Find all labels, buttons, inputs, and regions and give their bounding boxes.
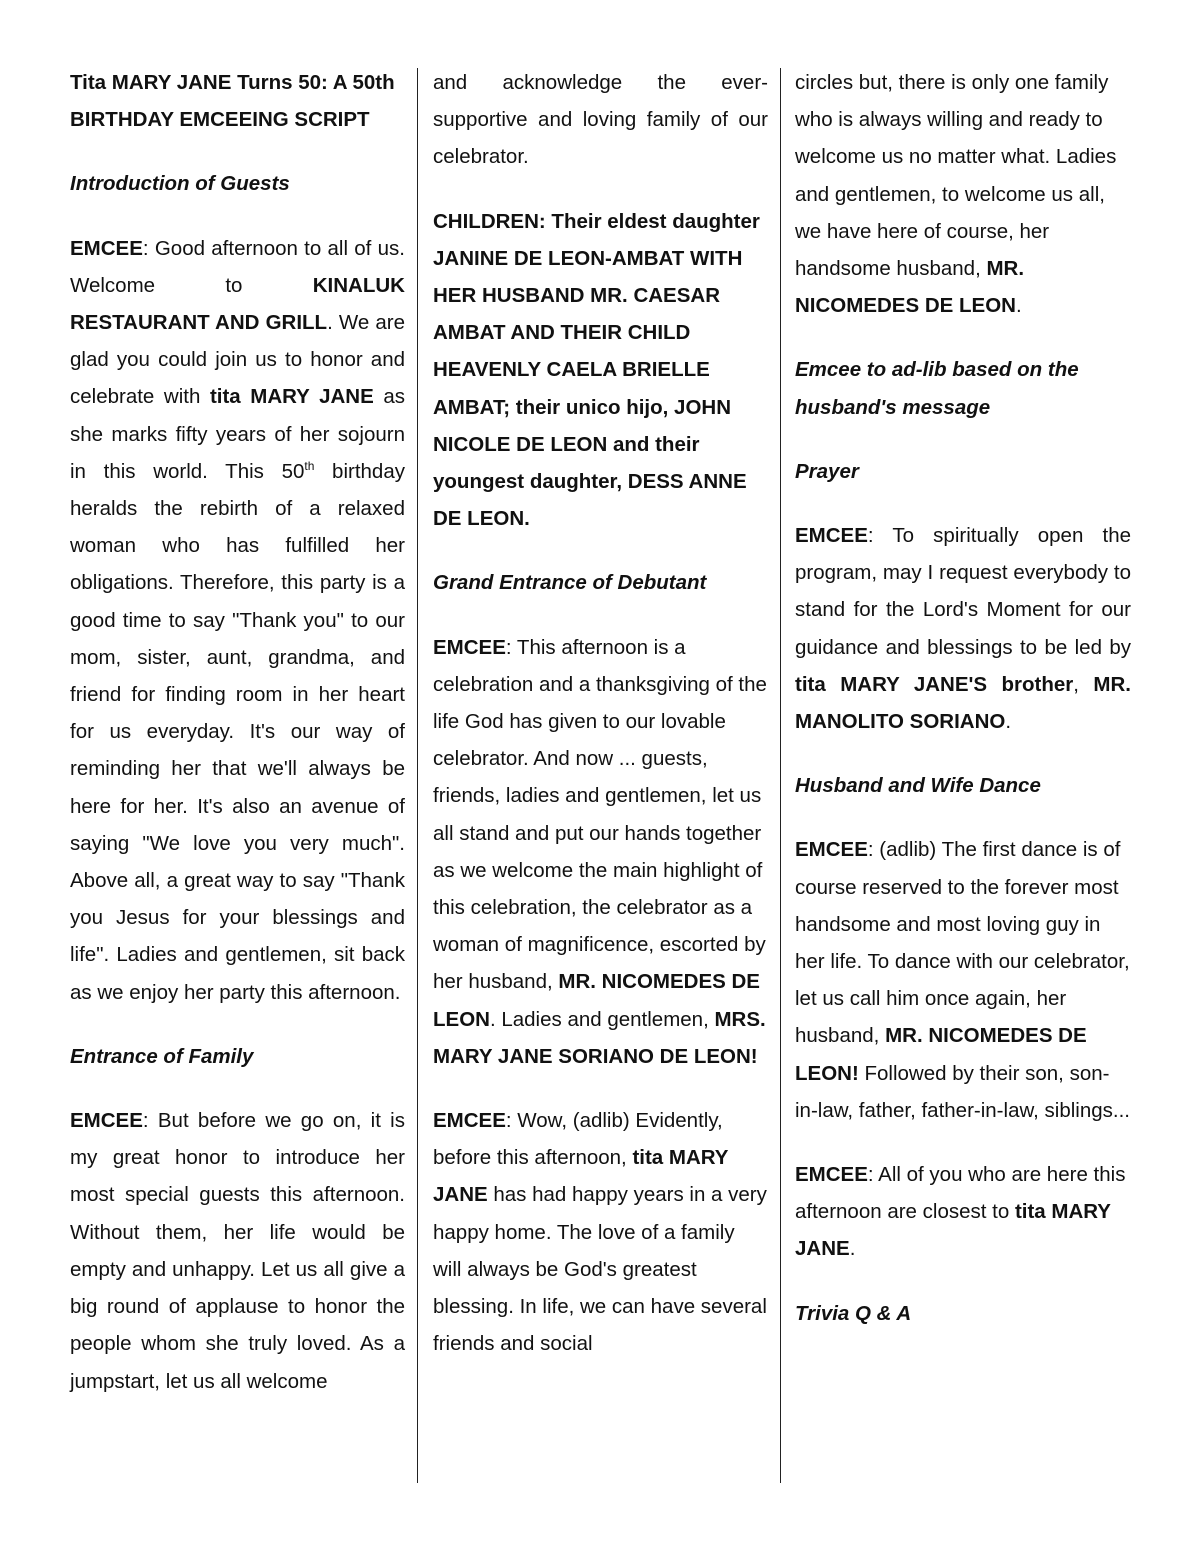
emcee-label: EMCEE	[433, 635, 506, 659]
heading-prayer: Prayer	[795, 459, 859, 483]
heading-trivia: Trivia Q & A	[795, 1301, 912, 1325]
celebrant-name: tita MARY JANE	[433, 1146, 729, 1207]
heading-husband-wife-dance: Husband and Wife Dance	[795, 774, 1041, 798]
emcee-label: EMCEE	[433, 1109, 506, 1133]
paragraph-children: CHILDREN: Their eldest daughter JANINE DE LEON-AMBAT WITH HER HUSBAND MR. CAESAR AMBAT AND THEIR CHILD HEAVENLY CAELA BRIELLE AMBAT; their unico hijo, JOHN NICOLE DE LEON and their youngest daughter, DESS ANNE DE LEON.	[433, 209, 760, 531]
column-2	[433, 64, 768, 1363]
heading-emcee-adlib: Emcee to ad-lib based on the husband's message	[795, 358, 1079, 419]
heading-introduction-of-guests: Introduction of Guests	[70, 172, 290, 196]
emcee-label: EMCEE	[70, 1109, 143, 1133]
document-title: Tita MARY JANE Turns 50: A 50th BIRTHDAY EMCEEING SCRIPT	[70, 71, 395, 132]
emcee-label: EMCEE	[795, 1163, 868, 1187]
paragraph-wow: EMCEE: Wow, (adlib) Evidently, before this afternoon, tita MARY JANE has had happy years in a very happy home. The love of a family will always be God's greatest blessing. In life, we can have several friends and social	[433, 1109, 767, 1356]
column-divider-1	[417, 68, 418, 1483]
paragraph-family-continued: and acknowledge the ever-supportive and loving family of our celebrator.	[433, 71, 768, 169]
celebrant-name: tita MARY JANE	[795, 1200, 1111, 1261]
heading-entrance-of-family: Entrance of Family	[70, 1044, 254, 1068]
husband-name: MR. NICOMEDES DE LEON	[433, 970, 760, 1031]
paragraph-closest: EMCEE: All of you who are here this afternoon are closest to tita MARY JANE.	[795, 1163, 1126, 1261]
celebrant-name: tita MARY JANE	[209, 385, 374, 409]
column-3	[795, 64, 1131, 1359]
emcee-label: EMCEE	[795, 838, 868, 862]
paragraph-dance: EMCEE: (adlib) The first dance is of course reserved to the forever most handsome and most loving guy in her life. To dance with our celebrator, let us call him once again, her husband, MR. NICOMEDES DE LEON! Followed by their son, son-in-law, father, father-in-law, siblings...	[795, 838, 1130, 1122]
paragraph-prayer: EMCEE: To spiritually open the program, may I request everybody to stand for the Lord's Moment for our guidance and blessings to be led by tita MARY JANE'S brother, MR. MANOLITO SORIANO.	[795, 524, 1131, 734]
paragraph-introduction: EMCEE: Good afternoon to all of us. Welcome to KINALUK RESTAURANT AND GRILL. We are glad you could join us to honor and celebrate with tita MARY JANE as she marks fifty years of her sojourn in this world. This 50th birthday heralds the rebirth of a relaxed woman who has fulfilled her obligations. Therefore, this party is a good time to say "Thank you" to our mom, sister, aunt, grandma, and friend for finding room in her heart for us everyday. It's our way of reminding her that we'll always be here for her. It's also an avenue of saying "We love you very much". Above all, a great way to say "Thank you Jesus for your blessings and life". Ladies and gentlemen, sit back as we enjoy her party this afternoon.	[70, 236, 405, 1004]
brother-reference: tita MARY JANE'S brother	[795, 672, 1074, 696]
paragraph-entrance-of-family: EMCEE: But before we go on, it is my great honor to introduce her most special guests this afternoon. Without them, her life would be empty and unhappy. Let us all give a big round of applause to honor the people whom she truly loved. As a jumpstart, let us all welcome	[70, 1109, 405, 1393]
paragraph-circles-continued: circles but, there is only one family who is always willing and ready to welcome us no matter what. Ladies and gentlemen, to welcome us all, we have here of course, her handsome husband, MR. NICOMEDES DE LEON.	[795, 71, 1117, 318]
brother-name: MR. MANOLITO SORIANO	[795, 672, 1131, 734]
celebrant-full-name: MRS. MARY JANE SORIANO DE LEON!	[433, 1007, 766, 1068]
emcee-label: EMCEE	[70, 236, 143, 260]
paragraph-grand-entrance: EMCEE: This afternoon is a celebration and a thanksgiving of the life God has given to our lovable celebrator. And now ... guests, friends, ladies and gentlemen, let us all stand and put our hands together as we welcome the main highlight of this celebration, the celebrator as a woman of magnificence, escorted by her husband, MR. NICOMEDES DE LEON. Ladies and gentlemen, MRS. MARY JANE SORIANO DE LEON!	[433, 635, 767, 1068]
emcee-label: EMCEE	[795, 524, 868, 548]
husband-name: MR. NICOMEDES DE LEON!	[795, 1024, 1087, 1085]
husband-name: MR. NICOMEDES DE LEON	[795, 257, 1025, 318]
heading-grand-entrance: Grand Entrance of Debutant	[433, 571, 707, 595]
column-divider-2	[780, 68, 781, 1483]
venue-name: KINALUK RESTAURANT AND GRILL	[70, 273, 405, 335]
column-1	[70, 64, 405, 1427]
